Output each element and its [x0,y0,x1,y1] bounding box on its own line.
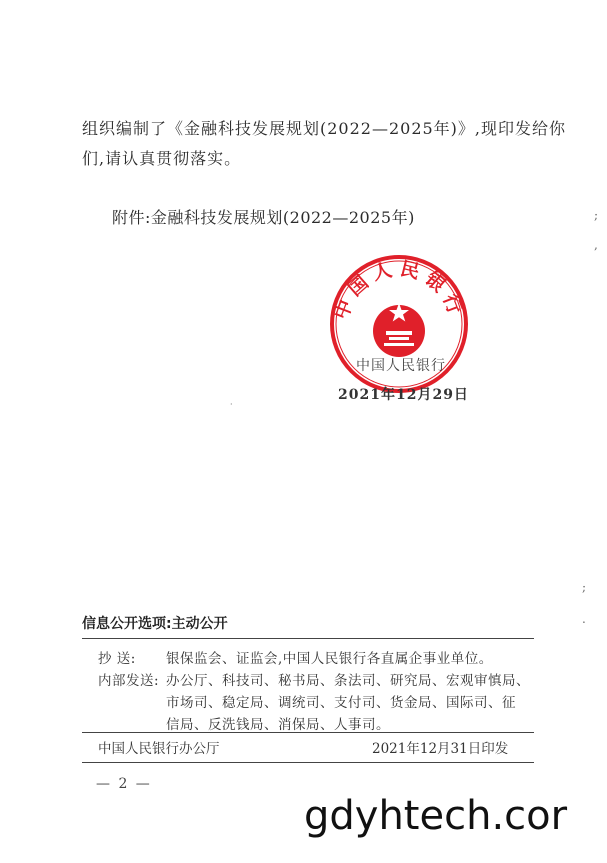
scan-speck: , [594,238,598,252]
cc-value: 银保监会、证监会,中国人民银行各直属企事业单位。 [166,651,493,667]
divider [82,638,534,639]
divider [82,732,534,733]
signing-date: 2021年12月29日 [338,387,469,403]
internal-line [98,669,530,689]
internal-line: 市场司、稳定局、调统司、支付司、货金局、国际司、征 [166,695,516,711]
scan-speck: ; [594,208,599,222]
print-date: 2021年12月31日印发 [372,741,509,757]
internal-line: 信局、反洗钱局、消保局、人事司。 [166,717,390,733]
scan-speck: · [230,400,233,409]
page-number: — 2 — [96,776,152,792]
cc-line [98,647,493,667]
cc-label: 抄 送: [98,651,136,667]
divider [82,762,534,763]
scan-speck: . [582,612,586,626]
issuing-office: 中国人民银行办公厅 [98,741,220,757]
attachment-line: 附件:金融科技发展规划(2022—2025年) [112,208,415,227]
scan-speck: ; [582,580,587,594]
body-text-line: 们,请认真贯彻落实。 [82,149,242,168]
watermark: gdyhtech.cor [304,793,568,839]
disclosure-option: 信息公开选项:主动公开 [82,616,228,632]
signing-authority: 中国人民银行 [356,358,446,374]
seal-ring-text: 中国人民银行 [330,257,468,323]
internal-label: 内部发送: [98,673,160,689]
internal-value: 办公厅、科技司、秘书局、条法司、研究局、宏观审慎局、 [166,673,530,689]
body-text-line: 组织编制了《金融科技发展规划(2022—2025年)》,现印发给你 [82,119,567,138]
